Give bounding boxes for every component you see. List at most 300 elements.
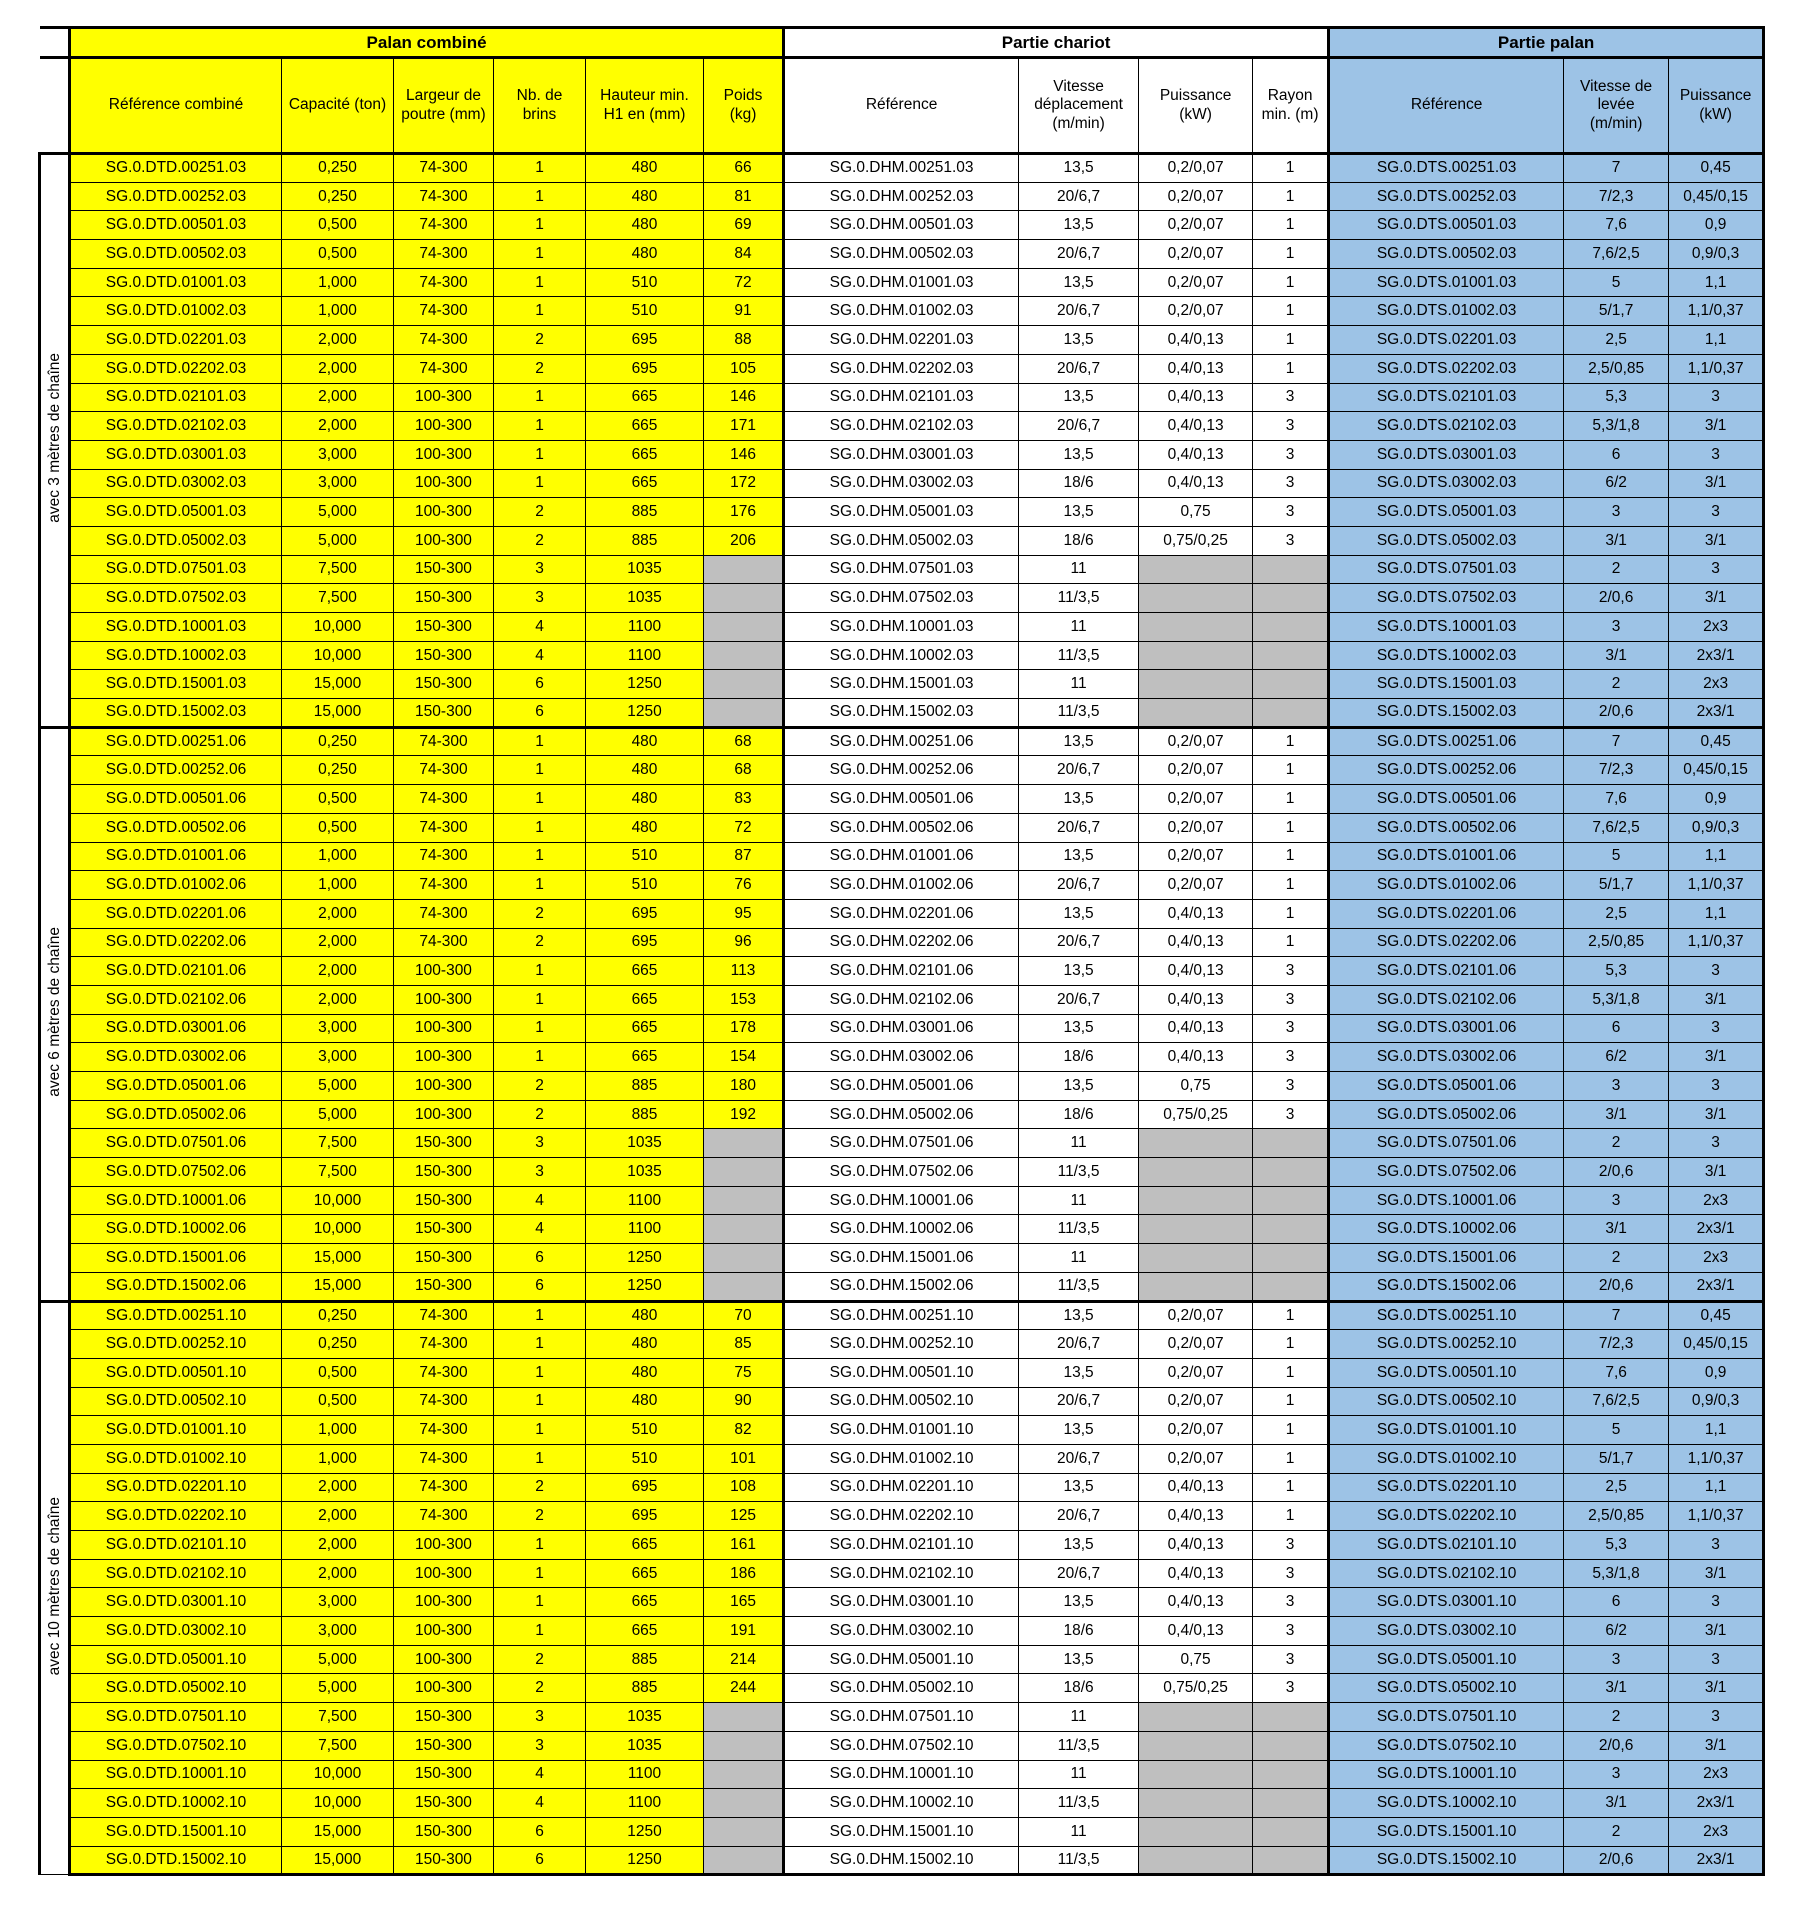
cell-ref-palan: SG.0.DTS.10001.10 — [1329, 1760, 1564, 1789]
cell-ref-combine: SG.0.DTD.03001.03 — [70, 440, 282, 469]
cell-vitesse-deplacement: 11/3,5 — [1019, 641, 1139, 670]
table-row — [40, 1043, 1764, 1072]
cell-largeur-poutre: 100-300 — [394, 985, 494, 1014]
table-row — [40, 354, 1764, 383]
cell-capacite: 2,000 — [282, 1531, 394, 1560]
cell-puissance-palan: 1,1 — [1669, 899, 1764, 928]
cell-ref-combine: SG.0.DTD.15001.10 — [70, 1817, 282, 1846]
cell-vitesse-deplacement: 20/6,7 — [1019, 756, 1139, 785]
cell-hauteur-min: 665 — [586, 957, 704, 986]
cell-nb-brins: 1 — [494, 1444, 586, 1473]
cell-largeur-poutre: 74-300 — [394, 1444, 494, 1473]
cell-ref-combine: SG.0.DTD.00251.03 — [70, 154, 282, 183]
cell-hauteur-min: 510 — [586, 842, 704, 871]
table-row — [40, 1817, 1764, 1846]
table-row — [40, 297, 1764, 326]
cell-ref-chariot: SG.0.DHM.07502.06 — [784, 1158, 1019, 1187]
cell-vitesse-levee: 7/2,3 — [1564, 756, 1669, 785]
cell-nb-brins: 2 — [494, 1473, 586, 1502]
cell-rayon-min: 1 — [1253, 1416, 1329, 1445]
column-header-row — [40, 58, 1764, 154]
cell-ref-combine: SG.0.DTD.01001.03 — [70, 268, 282, 297]
cell-puissance-palan: 3/1 — [1669, 1674, 1764, 1703]
cell-vitesse-deplacement: 11 — [1019, 670, 1139, 699]
cell-poids — [704, 1760, 784, 1789]
cell-vitesse-levee: 2/0,6 — [1564, 1158, 1669, 1187]
cell-nb-brins: 6 — [494, 1244, 586, 1273]
table-row — [40, 383, 1764, 412]
cell-vitesse-deplacement: 13,5 — [1019, 154, 1139, 183]
cell-largeur-poutre: 150-300 — [394, 670, 494, 699]
cell-ref-combine: SG.0.DTD.02201.06 — [70, 899, 282, 928]
cell-ref-chariot: SG.0.DHM.10001.03 — [784, 613, 1019, 642]
cell-ref-palan: SG.0.DTS.00502.03 — [1329, 240, 1564, 269]
col-header-capacite: Capacité (ton) — [282, 58, 394, 154]
cell-ref-combine: SG.0.DTD.01001.10 — [70, 1416, 282, 1445]
cell-ref-palan: SG.0.DTS.07502.06 — [1329, 1158, 1564, 1187]
cell-ref-chariot: SG.0.DHM.07501.03 — [784, 555, 1019, 584]
cell-largeur-poutre: 150-300 — [394, 1789, 494, 1818]
table-row — [40, 1330, 1764, 1359]
cell-ref-combine: SG.0.DTD.15002.10 — [70, 1846, 282, 1875]
cell-nb-brins: 1 — [494, 268, 586, 297]
cell-hauteur-min: 665 — [586, 1617, 704, 1646]
cell-vitesse-deplacement: 11/3,5 — [1019, 1789, 1139, 1818]
cell-ref-combine: SG.0.DTD.07501.03 — [70, 555, 282, 584]
cell-poids: 75 — [704, 1358, 784, 1387]
table-row — [40, 613, 1764, 642]
cell-ref-palan: SG.0.DTS.15001.03 — [1329, 670, 1564, 699]
table-row — [40, 1559, 1764, 1588]
cell-nb-brins: 2 — [494, 354, 586, 383]
cell-ref-palan: SG.0.DTS.15001.10 — [1329, 1817, 1564, 1846]
cell-poids: 96 — [704, 928, 784, 957]
cell-capacite: 10,000 — [282, 1789, 394, 1818]
cell-vitesse-deplacement: 20/6,7 — [1019, 813, 1139, 842]
cell-ref-chariot: SG.0.DHM.05002.10 — [784, 1674, 1019, 1703]
cell-rayon-min: 3 — [1253, 1617, 1329, 1646]
cell-poids — [704, 1244, 784, 1273]
cell-vitesse-deplacement: 20/6,7 — [1019, 1444, 1139, 1473]
cell-rayon-min — [1253, 584, 1329, 613]
cell-poids: 178 — [704, 1014, 784, 1043]
cell-poids — [704, 1215, 784, 1244]
cell-puissance-palan: 3 — [1669, 957, 1764, 986]
cell-nb-brins: 2 — [494, 326, 586, 355]
cell-nb-brins: 1 — [494, 240, 586, 269]
cell-hauteur-min: 480 — [586, 1301, 704, 1330]
col-header-puissance-chariot: Puissance (kW) — [1139, 58, 1253, 154]
cell-rayon-min: 1 — [1253, 211, 1329, 240]
cell-nb-brins: 6 — [494, 1817, 586, 1846]
cell-hauteur-min: 885 — [586, 1674, 704, 1703]
cell-largeur-poutre: 100-300 — [394, 440, 494, 469]
cell-puissance-palan: 1,1/0,37 — [1669, 1444, 1764, 1473]
cell-rayon-min — [1253, 670, 1329, 699]
cell-rayon-min: 1 — [1253, 785, 1329, 814]
table-row — [40, 1674, 1764, 1703]
cell-poids: 90 — [704, 1387, 784, 1416]
cell-capacite: 3,000 — [282, 440, 394, 469]
cell-ref-palan: SG.0.DTS.03002.03 — [1329, 469, 1564, 498]
cell-rayon-min — [1253, 1846, 1329, 1875]
cell-ref-palan: SG.0.DTS.10001.03 — [1329, 613, 1564, 642]
cell-puissance-palan: 3/1 — [1669, 584, 1764, 613]
cell-nb-brins: 2 — [494, 1100, 586, 1129]
cell-capacite: 10,000 — [282, 613, 394, 642]
cell-puissance-palan: 0,9 — [1669, 785, 1764, 814]
cell-puissance-chariot — [1139, 1817, 1253, 1846]
cell-puissance-palan: 3 — [1669, 383, 1764, 412]
cell-ref-chariot: SG.0.DHM.00502.06 — [784, 813, 1019, 842]
cell-capacite: 1,000 — [282, 1444, 394, 1473]
cell-ref-palan: SG.0.DTS.02101.06 — [1329, 957, 1564, 986]
table-row — [40, 1358, 1764, 1387]
cell-capacite: 0,500 — [282, 785, 394, 814]
cell-ref-combine: SG.0.DTD.02201.03 — [70, 326, 282, 355]
cell-largeur-poutre: 100-300 — [394, 498, 494, 527]
cell-puissance-chariot — [1139, 1215, 1253, 1244]
cell-ref-combine: SG.0.DTD.10001.03 — [70, 613, 282, 642]
cell-capacite: 5,000 — [282, 1072, 394, 1101]
cell-largeur-poutre: 74-300 — [394, 354, 494, 383]
cell-hauteur-min: 1100 — [586, 641, 704, 670]
cell-largeur-poutre: 100-300 — [394, 1100, 494, 1129]
cell-capacite: 0,250 — [282, 182, 394, 211]
cell-rayon-min — [1253, 1760, 1329, 1789]
cell-puissance-chariot — [1139, 1846, 1253, 1875]
cell-ref-combine: SG.0.DTD.00252.06 — [70, 756, 282, 785]
cell-vitesse-deplacement: 11/3,5 — [1019, 1846, 1139, 1875]
table-row — [40, 842, 1764, 871]
cell-largeur-poutre: 150-300 — [394, 1244, 494, 1273]
cell-nb-brins: 4 — [494, 641, 586, 670]
cell-vitesse-levee: 3/1 — [1564, 1215, 1669, 1244]
cell-ref-combine: SG.0.DTD.15001.06 — [70, 1244, 282, 1273]
cell-puissance-chariot — [1139, 1731, 1253, 1760]
cell-largeur-poutre: 150-300 — [394, 1215, 494, 1244]
cell-capacite: 5,000 — [282, 1645, 394, 1674]
cell-vitesse-deplacement: 13,5 — [1019, 1473, 1139, 1502]
cell-ref-combine: SG.0.DTD.00501.06 — [70, 785, 282, 814]
table-row — [40, 1502, 1764, 1531]
cell-rayon-min: 1 — [1253, 727, 1329, 756]
cell-ref-palan: SG.0.DTS.03001.10 — [1329, 1588, 1564, 1617]
table-row — [40, 1846, 1764, 1875]
cell-vitesse-levee: 3/1 — [1564, 641, 1669, 670]
cell-puissance-chariot: 0,2/0,07 — [1139, 211, 1253, 240]
cell-poids: 101 — [704, 1444, 784, 1473]
cell-largeur-poutre: 100-300 — [394, 1645, 494, 1674]
cell-vitesse-deplacement: 11 — [1019, 1760, 1139, 1789]
cell-rayon-min: 1 — [1253, 240, 1329, 269]
cell-largeur-poutre: 74-300 — [394, 1301, 494, 1330]
cell-nb-brins: 1 — [494, 297, 586, 326]
cell-ref-palan: SG.0.DTS.02101.10 — [1329, 1531, 1564, 1560]
cell-poids — [704, 1817, 784, 1846]
cell-nb-brins: 3 — [494, 584, 586, 613]
cell-ref-chariot: SG.0.DHM.10002.10 — [784, 1789, 1019, 1818]
cell-vitesse-deplacement: 18/6 — [1019, 1674, 1139, 1703]
cell-poids — [704, 1703, 784, 1732]
cell-ref-combine: SG.0.DTD.02202.06 — [70, 928, 282, 957]
cell-puissance-palan: 0,45/0,15 — [1669, 756, 1764, 785]
cell-vitesse-deplacement: 11/3,5 — [1019, 584, 1139, 613]
cell-vitesse-levee: 5,3 — [1564, 957, 1669, 986]
cell-ref-palan: SG.0.DTS.10002.03 — [1329, 641, 1564, 670]
cell-ref-combine: SG.0.DTD.00501.03 — [70, 211, 282, 240]
cell-capacite: 15,000 — [282, 1272, 394, 1301]
cell-vitesse-deplacement: 11 — [1019, 1703, 1139, 1732]
cell-vitesse-levee: 5/1,7 — [1564, 297, 1669, 326]
cell-vitesse-deplacement: 11 — [1019, 1129, 1139, 1158]
cell-puissance-palan: 3/1 — [1669, 1100, 1764, 1129]
cell-ref-palan: SG.0.DTS.00252.03 — [1329, 182, 1564, 211]
cell-largeur-poutre: 150-300 — [394, 1731, 494, 1760]
cell-vitesse-levee: 7/2,3 — [1564, 1330, 1669, 1359]
cell-hauteur-min: 480 — [586, 1387, 704, 1416]
cell-hauteur-min: 695 — [586, 326, 704, 355]
cell-hauteur-min: 695 — [586, 1473, 704, 1502]
cell-puissance-palan: 0,45 — [1669, 154, 1764, 183]
cell-puissance-palan: 3/1 — [1669, 1731, 1764, 1760]
cell-hauteur-min: 665 — [586, 1043, 704, 1072]
cell-ref-chariot: SG.0.DHM.02202.06 — [784, 928, 1019, 957]
cell-nb-brins: 1 — [494, 383, 586, 412]
cell-ref-combine: SG.0.DTD.05001.06 — [70, 1072, 282, 1101]
cell-rayon-min: 3 — [1253, 1014, 1329, 1043]
cell-capacite: 2,000 — [282, 1559, 394, 1588]
cell-nb-brins: 4 — [494, 1186, 586, 1215]
cell-vitesse-levee: 2/0,6 — [1564, 1272, 1669, 1301]
cell-ref-combine: SG.0.DTD.02102.06 — [70, 985, 282, 1014]
cell-vitesse-levee: 6 — [1564, 440, 1669, 469]
cell-ref-chariot: SG.0.DHM.03001.03 — [784, 440, 1019, 469]
cell-hauteur-min: 1250 — [586, 1272, 704, 1301]
cell-poids: 76 — [704, 871, 784, 900]
cell-ref-palan: SG.0.DTS.03001.03 — [1329, 440, 1564, 469]
cell-largeur-poutre: 74-300 — [394, 297, 494, 326]
cell-vitesse-levee: 5,3/1,8 — [1564, 985, 1669, 1014]
cell-rayon-min: 1 — [1253, 1502, 1329, 1531]
cell-ref-palan: SG.0.DTS.00252.10 — [1329, 1330, 1564, 1359]
col-header-vitesse-levee: Vitesse de levée (m/min) — [1564, 58, 1669, 154]
cell-nb-brins: 4 — [494, 1760, 586, 1789]
cell-vitesse-levee: 5,3/1,8 — [1564, 1559, 1669, 1588]
cell-ref-combine: SG.0.DTD.05002.06 — [70, 1100, 282, 1129]
cell-ref-palan: SG.0.DTS.10002.10 — [1329, 1789, 1564, 1818]
cell-vitesse-deplacement: 20/6,7 — [1019, 1387, 1139, 1416]
cell-poids: 113 — [704, 957, 784, 986]
cell-capacite: 0,250 — [282, 1301, 394, 1330]
cell-poids: 214 — [704, 1645, 784, 1674]
cell-capacite: 3,000 — [282, 469, 394, 498]
cell-puissance-chariot: 0,75/0,25 — [1139, 1674, 1253, 1703]
cell-hauteur-min: 510 — [586, 1444, 704, 1473]
cell-ref-combine: SG.0.DTD.07502.03 — [70, 584, 282, 613]
cell-ref-palan: SG.0.DTS.15001.06 — [1329, 1244, 1564, 1273]
cell-hauteur-min: 665 — [586, 440, 704, 469]
cell-ref-combine: SG.0.DTD.01002.03 — [70, 297, 282, 326]
table-row — [40, 1215, 1764, 1244]
cell-vitesse-levee: 3/1 — [1564, 526, 1669, 555]
cell-hauteur-min: 480 — [586, 813, 704, 842]
cell-largeur-poutre: 150-300 — [394, 699, 494, 728]
cell-nb-brins: 1 — [494, 211, 586, 240]
cell-puissance-chariot — [1139, 670, 1253, 699]
cell-nb-brins: 3 — [494, 1703, 586, 1732]
cell-capacite: 2,000 — [282, 899, 394, 928]
cell-puissance-palan: 2x3 — [1669, 1817, 1764, 1846]
cell-puissance-chariot: 0,75/0,25 — [1139, 526, 1253, 555]
cell-ref-chariot: SG.0.DHM.15002.10 — [784, 1846, 1019, 1875]
cell-largeur-poutre: 100-300 — [394, 1617, 494, 1646]
cell-ref-combine: SG.0.DTD.02102.10 — [70, 1559, 282, 1588]
cell-ref-chariot: SG.0.DHM.00251.06 — [784, 727, 1019, 756]
group-label-text: avec 3 mètres de chaîne — [45, 353, 63, 523]
cell-vitesse-levee: 2 — [1564, 1817, 1669, 1846]
cell-vitesse-deplacement: 13,5 — [1019, 1416, 1139, 1445]
cell-puissance-chariot: 0,2/0,07 — [1139, 842, 1253, 871]
cell-rayon-min: 3 — [1253, 412, 1329, 441]
cell-largeur-poutre: 74-300 — [394, 842, 494, 871]
cell-puissance-palan: 1,1/0,37 — [1669, 354, 1764, 383]
cell-largeur-poutre: 150-300 — [394, 555, 494, 584]
cell-nb-brins: 1 — [494, 785, 586, 814]
cell-vitesse-deplacement: 13,5 — [1019, 211, 1139, 240]
cell-vitesse-deplacement: 11 — [1019, 555, 1139, 584]
cell-puissance-chariot: 0,75 — [1139, 1072, 1253, 1101]
cell-ref-palan: SG.0.DTS.05001.10 — [1329, 1645, 1564, 1674]
cell-poids: 70 — [704, 1301, 784, 1330]
cell-puissance-palan: 3 — [1669, 498, 1764, 527]
cell-ref-chariot: SG.0.DHM.02101.03 — [784, 383, 1019, 412]
cell-largeur-poutre: 100-300 — [394, 1674, 494, 1703]
cell-nb-brins: 1 — [494, 154, 586, 183]
cell-nb-brins: 6 — [494, 1272, 586, 1301]
cell-ref-combine: SG.0.DTD.00502.10 — [70, 1387, 282, 1416]
cell-poids: 154 — [704, 1043, 784, 1072]
cell-nb-brins: 1 — [494, 1301, 586, 1330]
cell-nb-brins: 2 — [494, 1502, 586, 1531]
table-row — [40, 1100, 1764, 1129]
cell-vitesse-deplacement: 18/6 — [1019, 1043, 1139, 1072]
cell-rayon-min — [1253, 1703, 1329, 1732]
cell-rayon-min: 1 — [1253, 154, 1329, 183]
cell-capacite: 0,250 — [282, 727, 394, 756]
cell-vitesse-levee: 2 — [1564, 670, 1669, 699]
cell-puissance-palan: 1,1/0,37 — [1669, 1502, 1764, 1531]
cell-vitesse-levee: 2,5 — [1564, 899, 1669, 928]
cell-hauteur-min: 665 — [586, 469, 704, 498]
cell-ref-chariot: SG.0.DHM.02201.06 — [784, 899, 1019, 928]
cell-puissance-chariot — [1139, 584, 1253, 613]
section-title-combined: Palan combiné — [70, 28, 784, 58]
cell-rayon-min — [1253, 1789, 1329, 1818]
col-header-vitesse-deplacement: Vitesse déplacement (m/min) — [1019, 58, 1139, 154]
cell-poids: 186 — [704, 1559, 784, 1588]
cell-rayon-min: 1 — [1253, 1358, 1329, 1387]
cell-vitesse-levee: 6/2 — [1564, 1617, 1669, 1646]
cell-puissance-chariot: 0,4/0,13 — [1139, 1588, 1253, 1617]
cell-largeur-poutre: 100-300 — [394, 412, 494, 441]
cell-puissance-chariot: 0,75/0,25 — [1139, 1100, 1253, 1129]
cell-poids: 66 — [704, 154, 784, 183]
cell-vitesse-deplacement: 20/6,7 — [1019, 1502, 1139, 1531]
cell-nb-brins: 2 — [494, 1072, 586, 1101]
cell-vitesse-deplacement: 13,5 — [1019, 326, 1139, 355]
cell-puissance-chariot: 0,2/0,07 — [1139, 1358, 1253, 1387]
cell-largeur-poutre: 100-300 — [394, 469, 494, 498]
cell-puissance-chariot — [1139, 1703, 1253, 1732]
cell-puissance-palan: 2x3 — [1669, 1760, 1764, 1789]
table-row — [40, 1473, 1764, 1502]
cell-puissance-palan: 2x3 — [1669, 1186, 1764, 1215]
cell-hauteur-min: 1100 — [586, 1186, 704, 1215]
cell-capacite: 7,500 — [282, 1731, 394, 1760]
cell-nb-brins: 1 — [494, 1043, 586, 1072]
cell-hauteur-min: 665 — [586, 1588, 704, 1617]
cell-hauteur-min: 695 — [586, 1502, 704, 1531]
cell-puissance-chariot: 0,4/0,13 — [1139, 326, 1253, 355]
cell-hauteur-min: 1100 — [586, 1789, 704, 1818]
cell-poids: 69 — [704, 211, 784, 240]
table-row — [40, 240, 1764, 269]
table-row — [40, 268, 1764, 297]
cell-vitesse-deplacement: 11 — [1019, 1186, 1139, 1215]
cell-poids: 72 — [704, 813, 784, 842]
cell-largeur-poutre: 74-300 — [394, 756, 494, 785]
cell-hauteur-min: 1250 — [586, 699, 704, 728]
table-row — [40, 1272, 1764, 1301]
cell-capacite: 10,000 — [282, 1215, 394, 1244]
cell-capacite: 15,000 — [282, 670, 394, 699]
cell-ref-chariot: SG.0.DHM.07502.03 — [784, 584, 1019, 613]
cell-capacite: 7,500 — [282, 555, 394, 584]
cell-ref-chariot: SG.0.DHM.00252.06 — [784, 756, 1019, 785]
cell-vitesse-levee: 3 — [1564, 1072, 1669, 1101]
cell-rayon-min: 1 — [1253, 813, 1329, 842]
cell-ref-combine: SG.0.DTD.00502.03 — [70, 240, 282, 269]
table-row — [40, 871, 1764, 900]
cell-rayon-min: 1 — [1253, 871, 1329, 900]
cell-capacite: 5,000 — [282, 498, 394, 527]
hoist-spec-table — [38, 26, 1765, 1876]
cell-ref-combine: SG.0.DTD.10002.06 — [70, 1215, 282, 1244]
cell-largeur-poutre: 74-300 — [394, 1473, 494, 1502]
cell-largeur-poutre: 74-300 — [394, 1502, 494, 1531]
cell-vitesse-deplacement: 20/6,7 — [1019, 412, 1139, 441]
cell-puissance-chariot: 0,2/0,07 — [1139, 1387, 1253, 1416]
cell-ref-palan: SG.0.DTS.00502.06 — [1329, 813, 1564, 842]
cell-capacite: 3,000 — [282, 1588, 394, 1617]
cell-hauteur-min: 510 — [586, 1416, 704, 1445]
cell-poids: 191 — [704, 1617, 784, 1646]
cell-ref-combine: SG.0.DTD.03002.06 — [70, 1043, 282, 1072]
cell-capacite: 0,250 — [282, 1330, 394, 1359]
cell-poids: 82 — [704, 1416, 784, 1445]
cell-rayon-min: 3 — [1253, 1588, 1329, 1617]
cell-poids: 83 — [704, 785, 784, 814]
table-row — [40, 1129, 1764, 1158]
cell-capacite: 2,000 — [282, 354, 394, 383]
cell-ref-palan: SG.0.DTS.01001.06 — [1329, 842, 1564, 871]
cell-vitesse-levee: 6 — [1564, 1588, 1669, 1617]
corner-spacer — [40, 28, 70, 58]
cell-vitesse-levee: 5/1,7 — [1564, 871, 1669, 900]
cell-vitesse-deplacement: 11/3,5 — [1019, 1158, 1139, 1187]
cell-vitesse-deplacement: 13,5 — [1019, 1645, 1139, 1674]
